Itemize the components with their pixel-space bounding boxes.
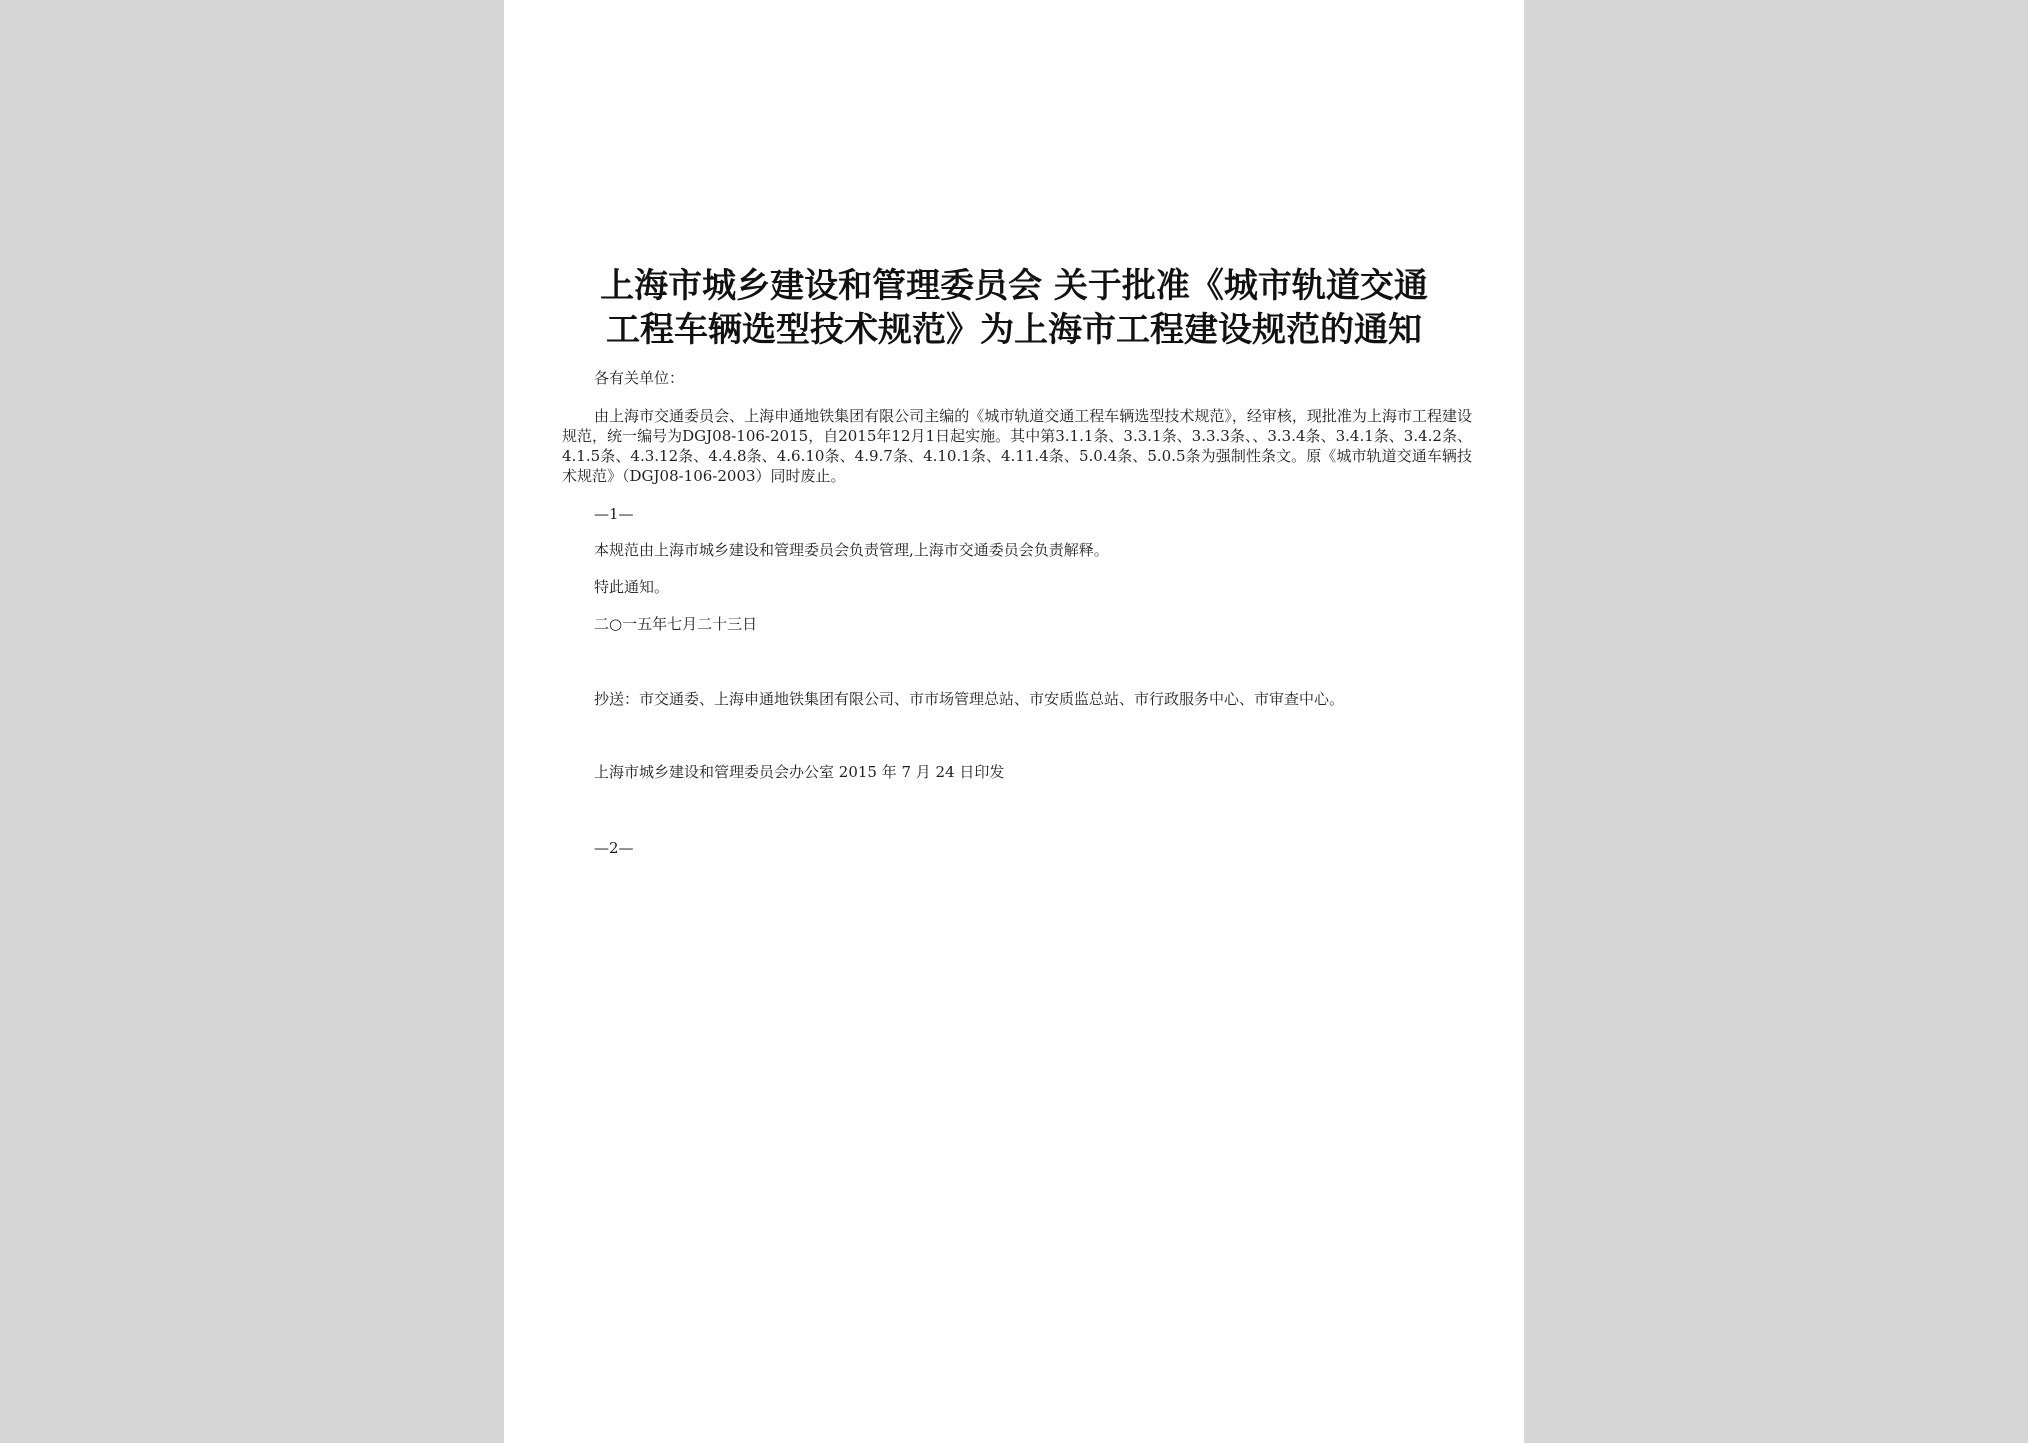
closing-text: 特此通知。 — [594, 578, 670, 596]
management-note: 本规范由上海市城乡建设和管理委员会负责管理,上海市交通委员会负责解释。 — [594, 541, 1109, 559]
page-number-1: —1— — [594, 505, 634, 523]
document-title — [558, 264, 1470, 352]
page-number-2: —2— — [594, 839, 634, 857]
body-paragraph: 由上海市交通委员会、上海申通地铁集团有限公司主编的《城市轨道交通工程车辆选型技术规范》，经审核，现批准为上海市工程建设规范，统一编号为DGJ08-106-2015，自2015年12月1日起实施。其中第3.1.1条、3.3.1条、3.3.3条、、3.3.4条、3.4.1条、3.4.2条、4.1.5条、4.3.12条、4.4.8条、4.6.10条、4.9.7条、4.10.1条、4.11.4条、5.0.4条、5.0.5条为强制性条文。原《城市轨道交通车辆技术规范》（DGJ08-106-2003）同时废止。 — [562, 407, 1472, 485]
issuer-line: 上海市城乡建设和管理委员会办公室 2015 年 7 月 24 日印发 — [594, 763, 1005, 781]
salutation: 各有关单位： — [594, 369, 685, 387]
document-page — [504, 0, 1524, 1443]
cc-line: 抄送：市交通委、上海申通地铁集团有限公司、市市场管理总站、市安质监总站、市行政服务中心、市审查中心。 — [594, 690, 1345, 708]
document-title-line-1: 上海市城乡建设和管理委员会 关于批准《城市轨道交通 — [600, 266, 1428, 306]
issue-date: 二○一五年七月二十三日 — [594, 615, 758, 633]
document-title-line-2: 工程车辆选型技术规范》为上海市工程建设规范的通知 — [606, 310, 1422, 350]
